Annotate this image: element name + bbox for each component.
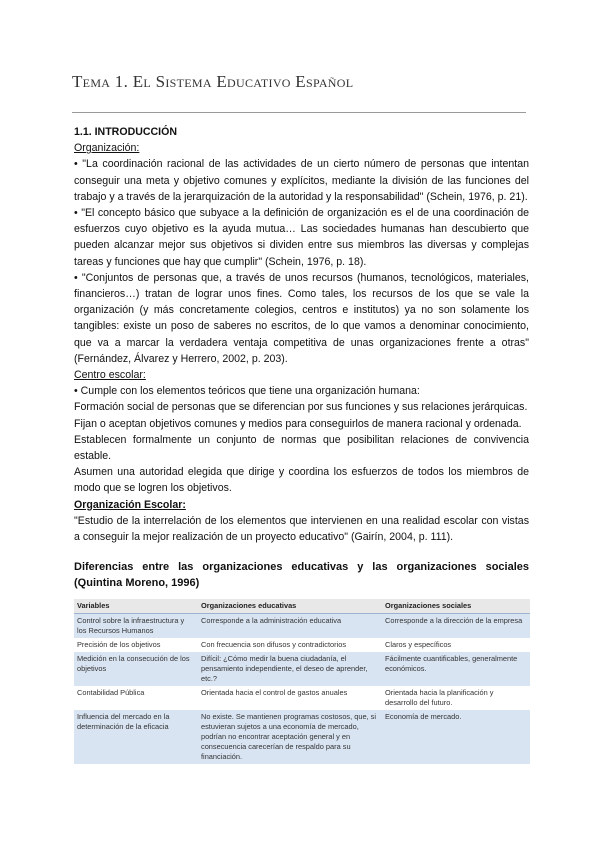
table-row	[74, 614, 530, 639]
org-bullet-3: • "Conjuntos de personas que, a través de unos recursos (humanos, tecnológicos, materiales, financieros…) tratan de lograr unos fines. Como tales, los recursos de los que se vale la organización (y más concretamente colegios, centros e institutos) ya no son solamente los tangibles: existe un poso de saberes no escritos, de lo que vamos a denominar conocimiento, que va a marcar la verdadera ventaja competitiva de unas organizaciones frente a otras" (Fernández, Álvarez y Herrero, 2002, p. 203).	[74, 271, 529, 365]
table-header-cell: Organizaciones educativas	[198, 599, 382, 614]
centro-line-1: • Cumple con los elementos teóricos que tiene una organización humana:	[74, 385, 420, 398]
table-header-row	[74, 599, 530, 614]
table-cell: Difícil: ¿Cómo medir la buena ciudadanía, el pensamiento independiente, el deseo de aprender, etc.?	[198, 652, 382, 686]
document-title: Tema 1. El Sistema Educativo Español	[72, 72, 354, 91]
org-bullet-1: • "La coordinación racional de las actividades de un cierto número de personas que intentan conseguir una meta y objetivo comunes y explícitos, mediante la división de las funciones del trabajo y a través de la jerarquización de la autoridad y la responsabilidad" (Schein, 1976, p. 21).	[74, 158, 529, 203]
org-bullet-2: • "El concepto básico que subyace a la definición de organización es el de una coordinación de esfuerzos cuyo objetivo es la ayuda mutua… Las sociedades humanas han descubierto que pueden alcanzar mejor sus objetivos si dividen entre sus miembros las diversas y complejas tareas y funciones que hay que cumplir" (Schein, 1976, p. 18).	[74, 207, 529, 268]
table-cell: Contabilidad Pública	[74, 686, 198, 710]
table-cell: Control sobre la infraestructura y los Recursos Humanos	[74, 614, 198, 639]
centro-heading: Centro escolar:	[74, 369, 146, 382]
table-cell: Corresponde a la dirección de la empresa	[382, 614, 530, 639]
table-cell: Con frecuencia son difusos y contradictorios	[198, 638, 382, 652]
document-body	[74, 124, 529, 764]
table-cell: Corresponde a la administración educativa	[198, 614, 382, 639]
table-row	[74, 686, 530, 710]
organizacion-escolar-text: "Estudio de la interrelación de los elementos que intervienen en una realidad escolar con vistas a conseguir la mejor realización de un proyecto educativo" (Gairín, 2004, p. 111).	[74, 514, 529, 544]
table-cell: Fácilmente cuantificables, generalmente económicos.	[382, 652, 530, 686]
table-cell: Economía de mercado.	[382, 710, 530, 764]
table-row	[74, 652, 530, 686]
table-cell: Orientada hacia la planificación y desarrollo del futuro.	[382, 686, 530, 710]
centro-line-4: Establecen formalmente un conjunto de normas que posibilitan relaciones de convivencia estable.	[74, 433, 529, 463]
table-title: Diferencias entre las organizaciones educativas y las organizaciones sociales (Quintina Moreno, 1996)	[74, 561, 529, 590]
centro-line-3: Fijan o aceptan objetivos comunes y medios para conseguirlos de manera racional y ordenada.	[74, 417, 522, 430]
title-rule	[72, 112, 526, 113]
table-cell: No existe. Se mantienen programas costosos, que, si estuvieran sujetos a una economía de mercado, podrían no encontrar aceptación general y en consecuencia carecerían de respaldo para su financiación.	[198, 710, 382, 764]
section-heading: 1.1. INTRODUCCIÓN	[74, 126, 178, 138]
organizacion-escolar-heading: Organización Escolar:	[74, 498, 186, 511]
table-cell: Orientada hacia el control de gastos anuales	[198, 686, 382, 710]
organizacion-heading: Organización:	[74, 142, 140, 155]
table-cell: Medición en la consecución de los objetivos	[74, 652, 198, 686]
table-cell: Precisión de los objetivos	[74, 638, 198, 652]
table-header-cell: Variables	[74, 599, 198, 614]
centro-line-2: Formación social de personas que se diferencian por sus funciones y sus relaciones jerárquicas.	[74, 401, 528, 414]
table-header-cell: Organizaciones sociales	[382, 599, 530, 614]
comparison-table	[74, 599, 530, 764]
table-cell: Influencia del mercado en la determinación de la eficacia	[74, 710, 198, 764]
centro-line-5: Asumen una autoridad elegida que dirige y coordina los esfuerzos de todos los miembros de modo que se logren los objetivos.	[74, 466, 529, 495]
table-cell: Claros y específicos	[382, 638, 530, 652]
table-row	[74, 710, 530, 764]
table-row	[74, 638, 530, 652]
